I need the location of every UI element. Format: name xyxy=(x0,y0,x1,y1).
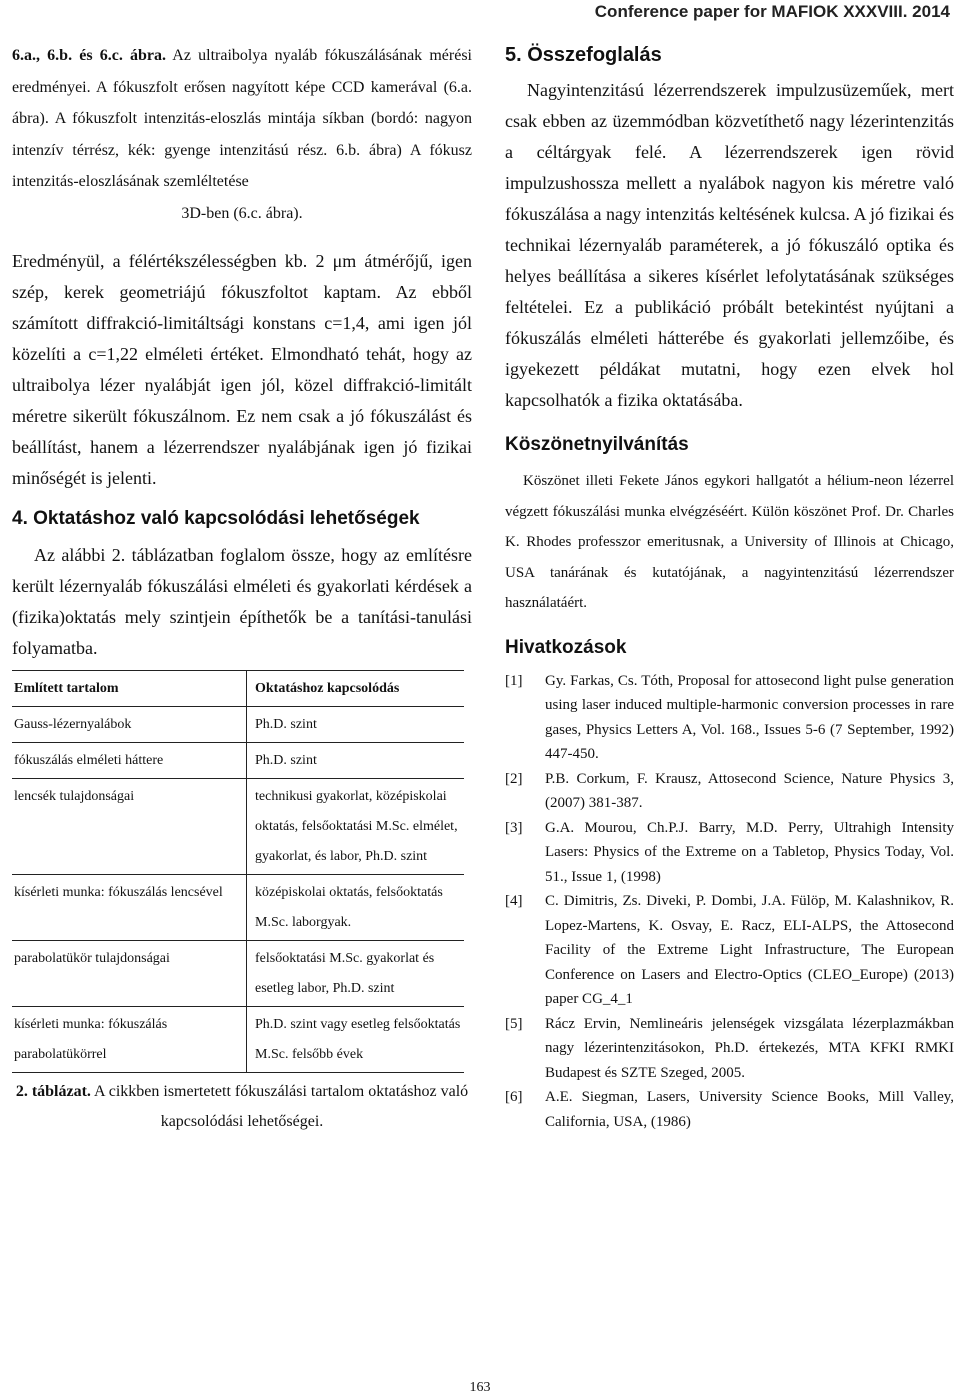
reference-text: G.A. Mourou, Ch.P.J. Barry, M.D. Perry, Ultrahigh Intensity Lasers: Physics of the Extreme on a Tabletop, Physics Today, Vol. 51., Issue 1, (1998) xyxy=(545,819,954,885)
table-header-education: Oktatáshoz kapcsolódás xyxy=(255,680,400,696)
result-paragraph: Eredményül, a félértékszélességben kb. 2 μm átmérőjű, igen szép, kerek geometriájú fókuszfoltot kaptam. Az ebből számított diffrakció-limitáltsági konstans c=1,4, ami igen jól közelíti a c=1,22 elméleti értéket. Elmondható tehát, hogy az ultraibolya lézer nyalábját igen jól, közel diffrakció-limitált méretre sikerült fókuszálnom. Ez nem csak a jó fókuszálást és beállítást, hanem a lézerrendszer nyalábjának igen jó fizikai minőségét is jelenti. xyxy=(12,250,472,488)
table-cell-education: technikusi gyakorlat, középiskolai oktatás, felsőoktatási M.Sc. elmélet, gyakorlat, és labor, Ph.D. szint xyxy=(255,788,458,864)
table-cell-education: felsőoktatási M.Sc. gyakorlat és esetleg labor, Ph.D. szint xyxy=(255,950,435,996)
reference-number: [3] xyxy=(505,819,523,836)
reference-text: Rácz Ervin, Nemlineáris jelenségek vizsgálata lézerplazmákban nagy lézerintenzitásokon, Ph.D. értekezés, MTA KFKI RMKI Budapest és SZTE Szeged, 2005. xyxy=(545,1015,954,1081)
reference-number: [1] xyxy=(505,672,523,689)
reference-number: [6] xyxy=(505,1089,523,1105)
table-cell-education: Ph.D. szint xyxy=(255,716,317,732)
right-column xyxy=(505,40,954,1134)
table-row xyxy=(12,742,464,778)
acknowledgements-heading: Köszönetnyilvánítás xyxy=(505,434,689,455)
reference-item xyxy=(505,1085,954,1134)
reference-item xyxy=(505,767,954,816)
acknowledgements-paragraph: Köszönet illeti Fekete János egykori hallgatót a hélium-neon lézerrel végzett fókuszálási munka elvégzéséért. Külön köszönet Prof. Dr. Charles K. Rhodes professzor emeritusnak, a University of Illinois at Chicago, USA tanárának és kutatójának, a nagyintenzitású lézerrendszer használatáért. xyxy=(505,473,954,611)
figure-caption xyxy=(12,40,472,230)
section-4-paragraph: Az alábbi 2. táblázatban foglalom össze, hogy az említésre került lézernyaláb fókuszálási elméleti és gyakorlati kérdések a (fizika)oktatás mely szintjein építhetők be a tanítási-tanulási folyamatba. xyxy=(12,544,472,658)
table-cell-content: parabolatükör tulajdonságai xyxy=(12,940,247,1006)
education-table xyxy=(12,670,464,1073)
table-cell-education: Ph.D. szint xyxy=(255,752,317,768)
table-cell-content: kísérleti munka: fókuszálás lencsével xyxy=(12,874,247,940)
figure-caption-last-line: 3D-ben (6.c. ábra). xyxy=(181,204,303,222)
reference-number: [2] xyxy=(505,770,523,787)
references-heading: Hivatkozások xyxy=(505,636,627,658)
table-cell-content: lencsék tulajdonságai xyxy=(12,778,247,874)
reference-item xyxy=(505,816,954,890)
table-cell-content: Gauss-lézernyalábok xyxy=(12,706,247,742)
reference-number: [4] xyxy=(505,893,523,909)
figure-caption-label: 6.a., 6.b. és 6.c. ábra. xyxy=(12,47,167,64)
reference-item xyxy=(505,889,954,1012)
section-4-heading: 4. Oktatáshoz való kapcsolódási lehetőségek xyxy=(12,507,420,529)
left-column xyxy=(12,40,472,1137)
reference-text: Gy. Farkas, Cs. Tóth, Proposal for attosecond light pulse generation using laser induced multiple-harmonic conversion processes in rare gases, Physics Letters A, Vol. 168., Issues 5-6 (7 September, 1992) 447-450. xyxy=(545,672,954,762)
page-number: 163 xyxy=(469,1380,491,1395)
table-caption-text: A cikkben ismertetett fókuszálási tartalom oktatáshoz való kapcsolódási lehetőségei. xyxy=(90,1082,469,1130)
table-row xyxy=(12,706,464,742)
running-header: Conference paper for MAFIOK XXXVIII. 2014 xyxy=(594,2,950,21)
table-row xyxy=(12,940,464,1006)
reference-list xyxy=(505,669,954,1135)
table-cell-education: középiskolai oktatás, felsőoktatás M.Sc. laborgyak. xyxy=(255,884,443,930)
table-caption xyxy=(12,1077,472,1137)
reference-text: A.E. Siegman, Lasers, University Science Books, Mill Valley, California, USA, (1986) xyxy=(545,1089,954,1130)
table-row xyxy=(12,874,464,940)
reference-number: [5] xyxy=(505,1015,523,1032)
reference-text: P.B. Corkum, F. Krausz, Attosecond Science, Nature Physics 3, (2007) 381-387. xyxy=(545,770,954,811)
table-caption-label: 2. táblázat. xyxy=(15,1082,91,1100)
table-cell-education: Ph.D. szint vagy esetleg felsőoktatás M.Sc. felsőbb évek xyxy=(255,1016,461,1062)
table-row xyxy=(12,1006,464,1072)
section-5-heading: 5. Összefoglalás xyxy=(505,44,662,66)
table-cell-content: fókuszálás elméleti háttere xyxy=(12,742,247,778)
table-header-row xyxy=(12,670,464,706)
table-cell-content: kísérleti munka: fókuszálás parabolatükörrel xyxy=(12,1006,247,1072)
reference-item xyxy=(505,669,954,767)
figure-caption-text: Az ultraibolya nyaláb fókuszálásának mérési eredményei. A fókuszfolt erősen nagyított képe CCD kamerával (6.a. ábra). A fókuszfolt intenzitás-eloszlás mintája síkban (bordó: nagyon intenzív térrész, kék: gyenge intenzitású rész. 6.b. ábra) A fókusz intenzitás-eloszlásának szemléltetése xyxy=(12,47,472,191)
reference-text: C. Dimitris, Zs. Diveki, P. Dombi, J.A. Fülöp, M. Kalashnikov, R. Lopez-Martens, K. Osvay, E. Racz, ELI-ALPS, the Attosecond Facility of the Extreme Light Infrastructure, The European Conference on Lasers and Electro-Optics (CLEO_Europe) (2013) paper CG_4_1 xyxy=(545,893,954,1007)
reference-item xyxy=(505,1012,954,1086)
table-row xyxy=(12,778,464,874)
section-5-paragraph: Nagyintenzitású lézerrendszerek impulzusüzeműek, mert csak ebben az üzemmódban közvetíthető nagy lézerintenzitás a céltárgyak felé. A lézerrendszerek igen rövid impulzushossza mellett a nyalábok nagyon kis méretre való fókuszálása a nagy intenzitás keltésének kulcsa. A jó fizikai és technikai lézernyaláb paraméterek, a jó fókuszáló optika és helyes beállítása a sikeres kísérlet lefolytatásának szükséges feltételei. Ez a publikáció próbált betekintést nyújtani a fókuszálás elméleti hátterébe és gyakorlati jellemzőibe, és igyekezett példákat mutatni, hogy ezen elvek hol kapcsolhatók a fizika oktatásába. xyxy=(505,80,954,410)
table-header-content: Említett tartalom xyxy=(12,670,247,706)
